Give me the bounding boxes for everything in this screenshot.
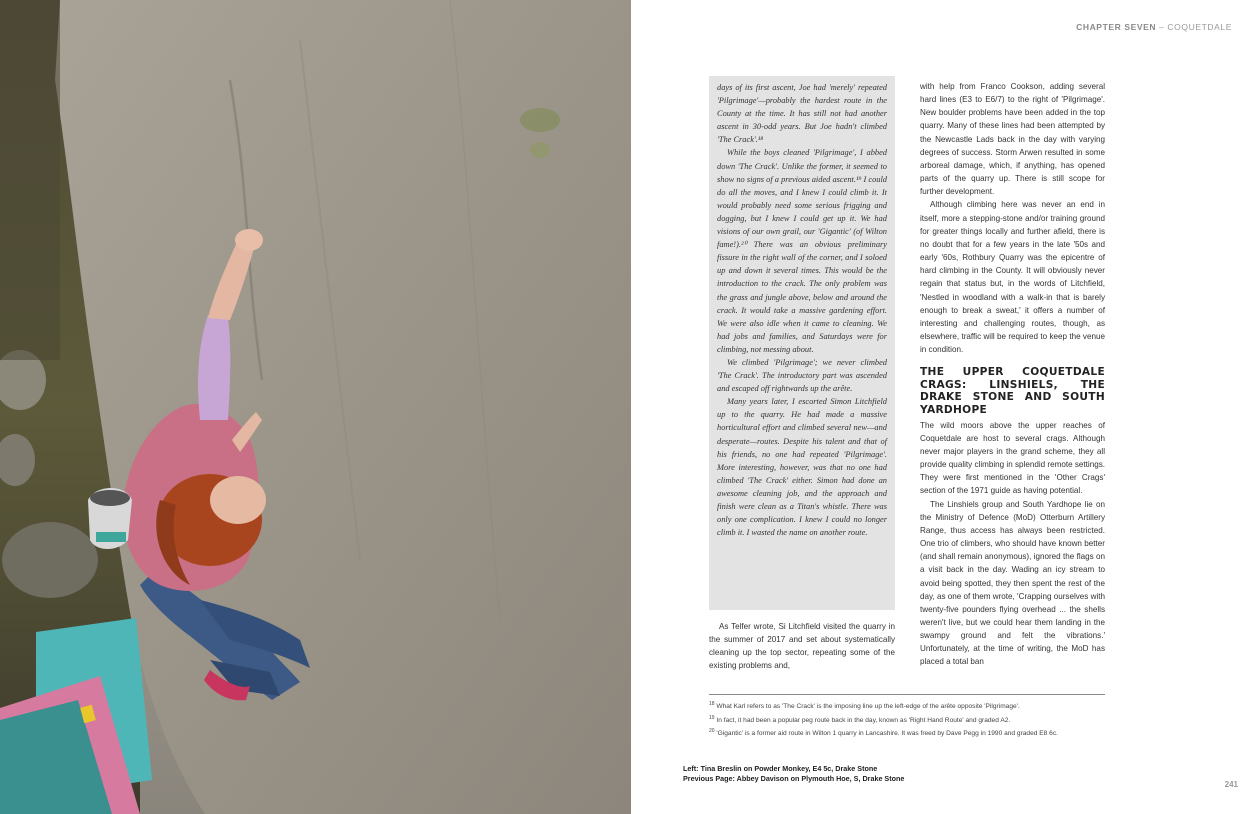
footnote-number: 18: [709, 700, 715, 707]
text-page: [631, 0, 1258, 814]
section-label: COQUETDALE: [1167, 22, 1232, 32]
caption-left: Left: Tina Breslin on Powder Monkey, E4 5c, Drake Stone: [683, 764, 878, 773]
climber-face: [210, 476, 266, 524]
chapter-label: CHAPTER SEVEN: [1076, 22, 1157, 32]
caption-previous-page: Previous Page: Abbey Davison on Plymouth Hoe, S, Drake Stone: [683, 773, 905, 783]
body-paragraph: The wild moors above the upper reaches of Coquetdale are host to several crags. Although never major players in the grand scheme, they all provide quality climbing in splendid remote settings. They were first mentioned in the 'Other Crags' section of the 1971 guide as having potential.: [920, 420, 1105, 496]
boulder: [2, 522, 98, 598]
sidebar-paragraph: Many years later, I escorted Simon Litchfield up to the quarry. He had made a massive horticultural effort and climbed several new—and desperate—routes. Despite his talent and that of his friends, no one had repeated 'Pilgrimage'. More interesting, however, was that no one had climbed 'The Crack' either. Simon had done an awesome cleaning job, and the approach and finish were clean as a Titan's whistle. There was only one complication. I knew I could no longer climb it. I wasted the name on another route.: [717, 397, 887, 538]
photo-captions: [683, 764, 904, 783]
page-number: 241: [1224, 780, 1238, 789]
sidebar-paragraph: days of its first ascent, Joe had 'merely' repeated 'Pilgrimage'—probably the hardest route in the County at the time. It has still not had another ascent in 30-odd years. But Joe hadn't climbed 'The Crack'.¹⁸: [717, 83, 887, 145]
climber-hand: [235, 229, 263, 251]
footnote-number: 19: [709, 714, 715, 721]
body-paragraph: with help from Franco Cookson, adding several hard lines (E3 to E6/7) to the right of 'Pilgrimage'. New boulder problems have been added in the top quarry. Many of these lines had been attempted by the Newcastle Lads back in the day with varying degrees of success. Storm Arwen resulted in some arboreal damage, which, if anything, has opened parts of the quarry up. There is still scope for further development.: [920, 82, 1105, 197]
body-paragraph: The Linshiels group and South Yardhope lie on the Ministry of Defence (MoD) Otterburn Artillery Range, thus access has always been restricted. One trio of climbers, who should have known better (and shall remain anonymous), ignored the flags on a visit back in the day. Wading an icy stream to avoid being spotted, they then spent the rest of the day, as one of them wrote, 'Crapping ourselves with twenty-five pounders flying overhead ... the shells weren't live, but we could hear them landing in the swampy ground and felt the vibrations.' Unfortunately, at the time of writing, the MoD has placed a total ban: [920, 499, 1105, 667]
section-heading: THE UPPER COQUETDALE CRAGS: LINSHIELS, THE DRAKE STONE AND SOUTH YARDHOPE: [920, 366, 1105, 417]
footnote-text: 'Gigantic' is a former aid route in Wilton 1 quarry in Lancashire. It was freed by Dave Pegg in 1990 and graded E8 6c.: [716, 730, 1058, 738]
footnote-rule: [709, 694, 1105, 695]
footnote: [709, 700, 1129, 714]
footnote-text: What Karl refers to as 'The Crack' is the imposing line up the left-edge of the arête opposite 'Pilgrimage'.: [716, 703, 1020, 710]
body-paragraph: Although climbing here was never an end in itself, more a stepping-stone and/or training ground for greater things locally and further afield, there is no doubt that for a few years in the late '50s and early '60s, Rothbury Quarry was the epicentre of hard climbing in the County. It will obviously never regain that status but, in the words of Litchfield, 'Nestled in woodland with a walk-in that is barely enough to break a sweat,' it offers a number of interesting and challenging routes, though, as elsewhere, traffic will be required to keep the venue in condition.: [920, 200, 1105, 355]
column-two-text: [920, 80, 1105, 669]
column-one-text: [709, 620, 895, 673]
body-paragraph: As Telfer wrote, Si Litchfield visited the quarry in the summer of 2017 and set about systematically cleaning up the top sector, repeating some of the existing problems and,: [709, 622, 895, 671]
footnote-text: In fact, it had been a popular peg route back in the day, known as 'Right Hand Route' and graded A2.: [716, 716, 1011, 724]
running-head: [1076, 22, 1232, 32]
footnote: [709, 727, 1129, 741]
sidebar-paragraph: While the boys cleaned 'Pilgrimage', I abbed down 'The Crack'. Unlike the former, it seemed to show no signs of a previous aided ascent.¹⁹ I could do all the moves, and I knew I could climb it. It would probably need some serious frigging and dogging, but I knew I could get up it. We had visions of our own grail, our 'Gigantic' (of Wilton fame!).²⁰ There was an obvious preliminary fissure in the right wall of the corner, and I soloed up and down it several times. This would be the introduction to the crack. The only problem was the grass and jungle above, below and around the crack. It would take a massive gardening effort. We were also idle when it came to cleaning. We had jobs and families, and Saturdays were for climbing, not messing about.: [717, 148, 887, 354]
sidebar-box: [709, 76, 895, 610]
footnotes: [709, 700, 1129, 741]
sidebar-paragraph: We climbed 'Pilgrimage'; we never climbed 'The Crack'. The introductory part was ascended and escaped off rightwards up the arête.: [717, 357, 887, 394]
footnote-number: 20: [709, 728, 715, 734]
running-head-separator: –: [1156, 22, 1168, 32]
footnote: [709, 714, 1129, 728]
